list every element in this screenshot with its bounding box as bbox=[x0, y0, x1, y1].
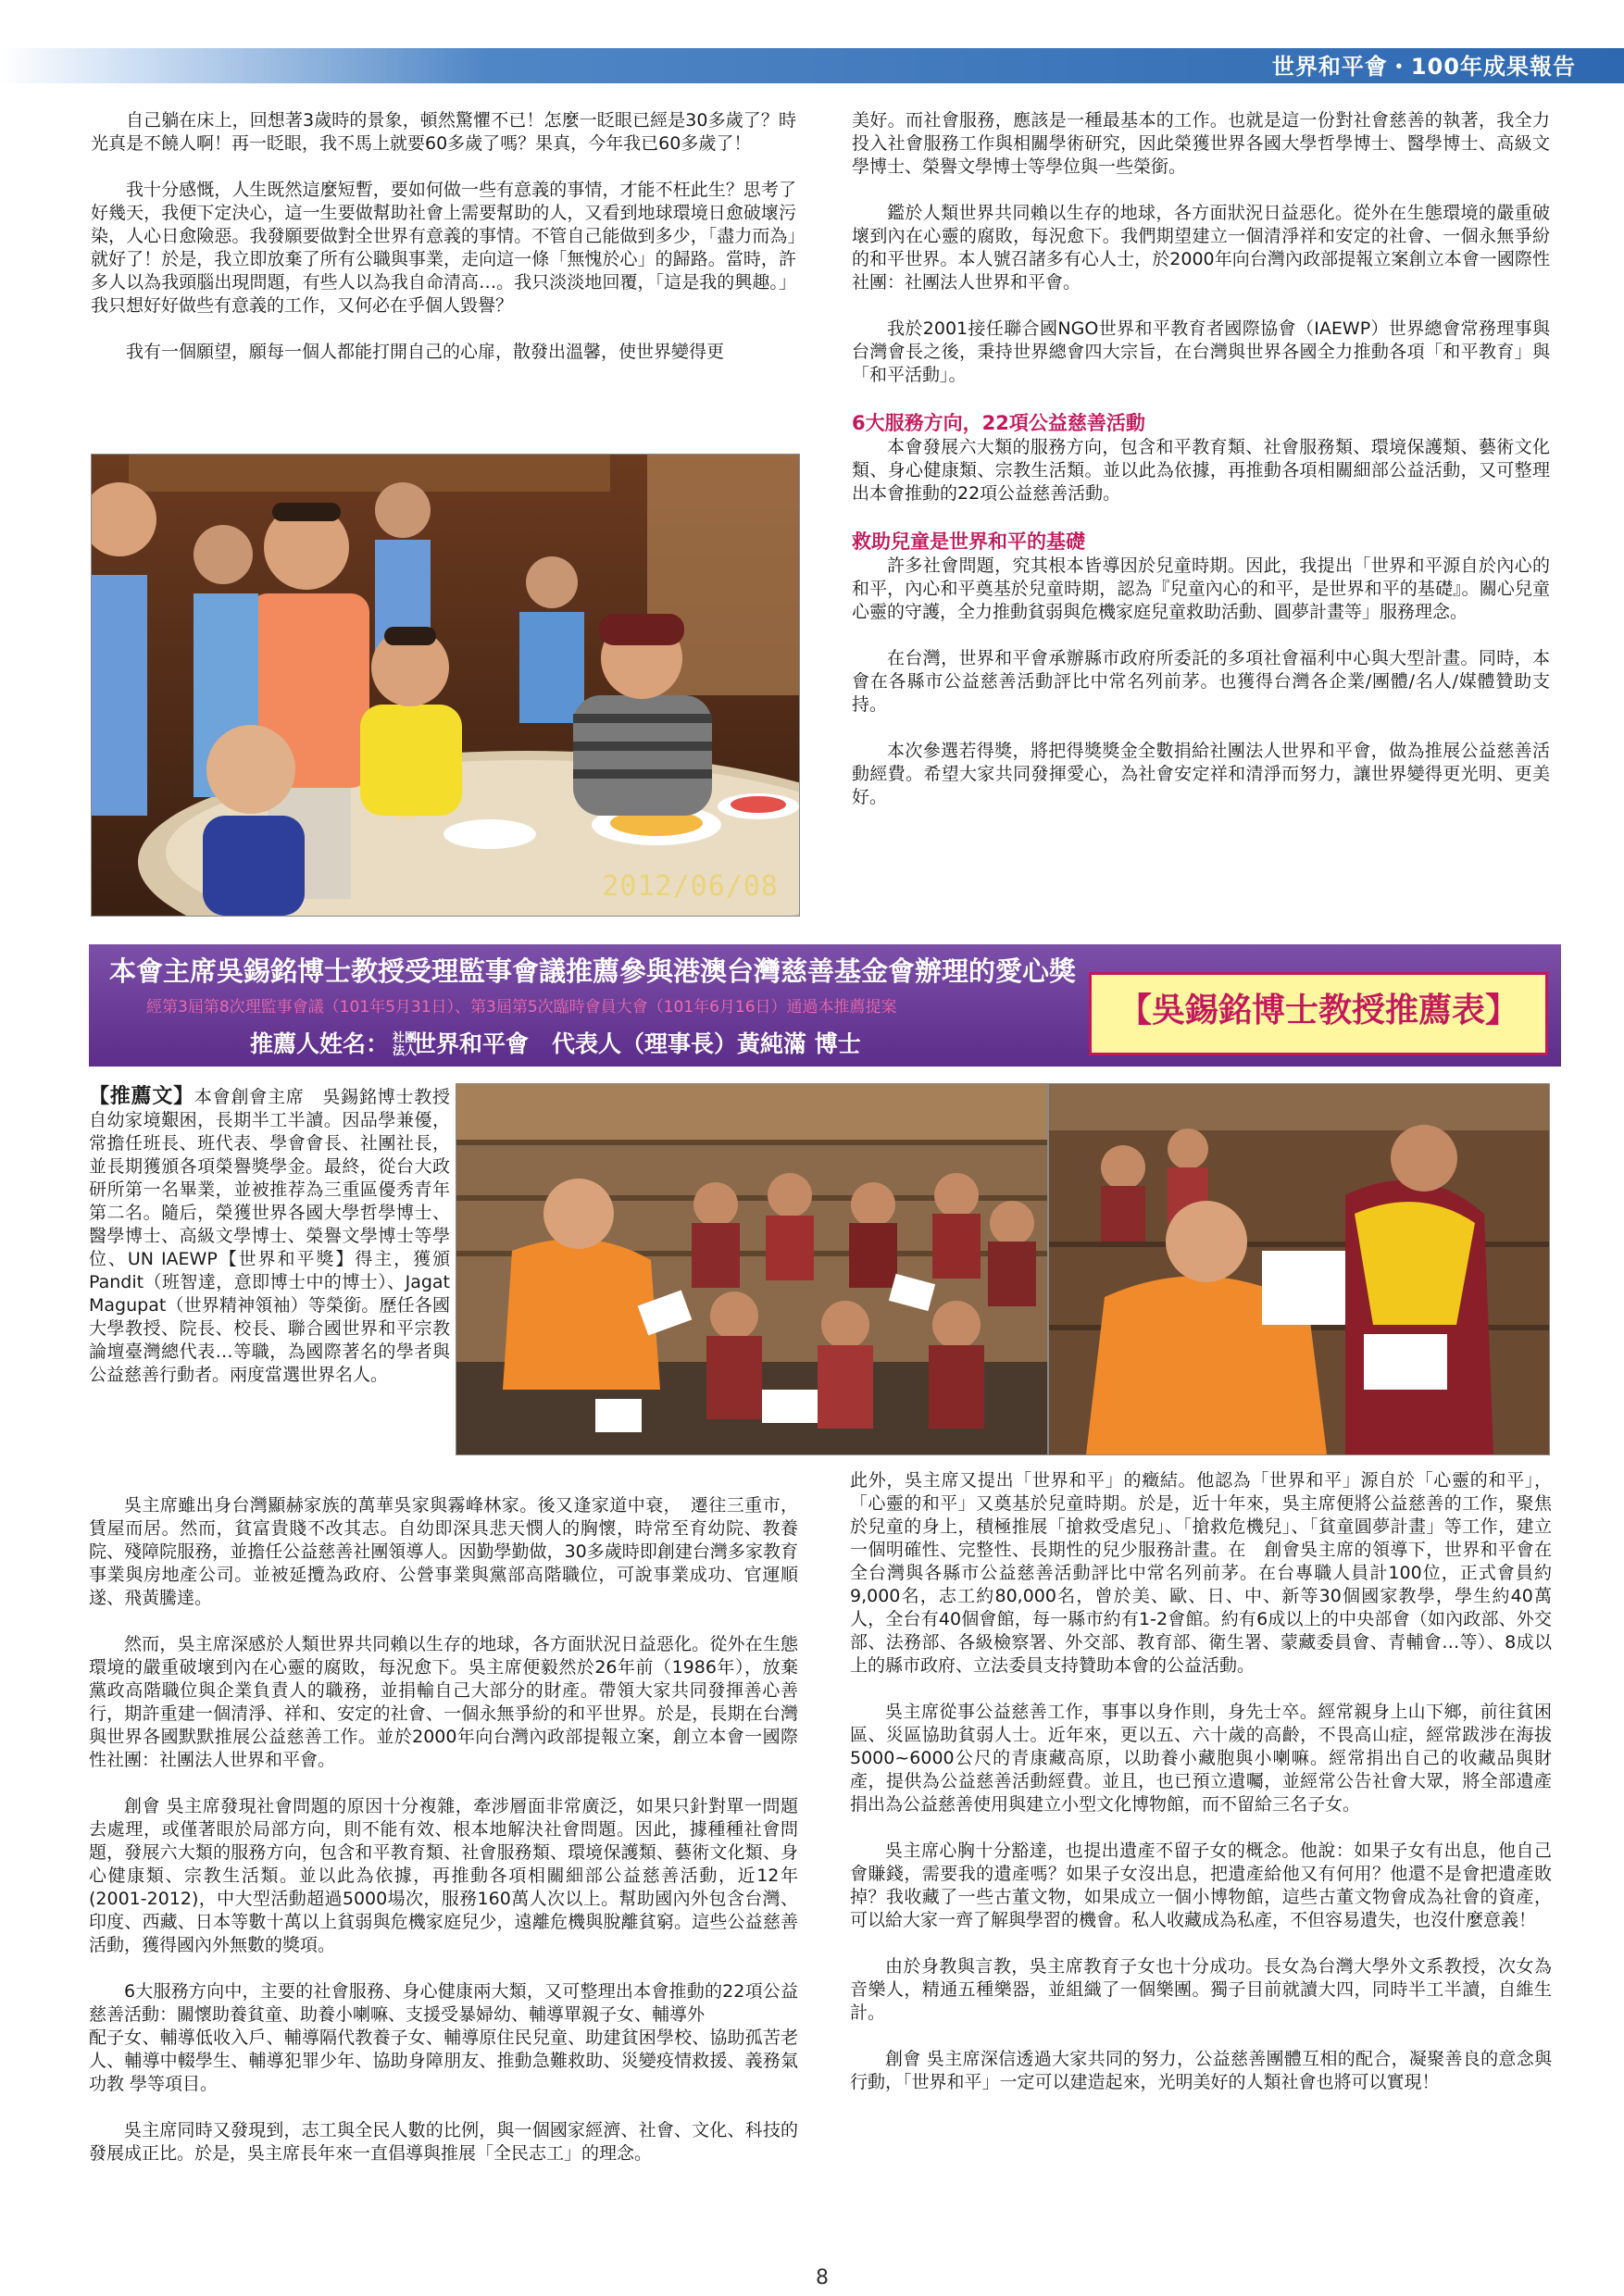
photo-banquet-illustration bbox=[92, 455, 799, 916]
paragraph: 6大服務方向中，主要的社會服務、身心健康兩大類，又可整理出本會推動的22項公益慈善活動：關懷助養貧童、助養小喇嘛、支援受暴婦幼、輔導單親子女、輔導外 bbox=[89, 1981, 798, 2025]
paragraph: 然而，吳主席深感於人類世界共同賴以生存的地球，各方面狀況日益惡化。從外在生態環境的嚴重破壞到內在心靈的腐敗，每況愈下。吳主席便毅然於26年前（1986年），放棄黨政高階職位與企業負責人的職務，並捐輸自己大部分的財產。帶領大家共同發揮善心善行，期許重建一個清淨、祥和、安定的社會、一個永無爭紛的和平世界。於是，長期在台灣與世界各國默默推展公益慈善工作。並於2000年向台灣內政部提報立案，創立本會一國際性社團：社團法人世界和平會。 bbox=[89, 1634, 798, 1770]
bottom-right-column bbox=[850, 1469, 1552, 2117]
paragraph: 在台灣，世界和平會承辦縣市政府所委託的多項社會福利中心與大型計畫。同時，本會在各縣市公益慈善活動評比中常名列前茅。也獲得台灣各企業/團體/名人/媒體贊助支持。 bbox=[852, 648, 1550, 715]
paragraph: 吳主席同時又發現到，志工與全民人數的比例，與一個國家經濟、社會、文化、科技的發展成正比。於是，吳主席長年來一直倡導與推展「全民志工」的理念。 bbox=[89, 2120, 798, 2164]
paragraph: 本次參選若得獎，將把得獎獎金全數捐給社團法人世界和平會，做為推展公益慈善活動經費。希望大家共同發揮愛心，為社會安定祥和清淨而努力，讓世界變得更光明、更美好。 bbox=[852, 741, 1550, 807]
paragraph: 此外，吳主席又提出「世界和平」的癥結。他認為「世界和平」源自於「心靈的和平」，「心靈的和平」又奠基於兒童時期。於是，近十年來，吳主席便將公益慈善的工作，聚焦於兒童的身上，積極推展「搶救受虐兒」、「搶救危機兒」、「貧童圓夢計畫」等工作，建立一個明確性、完整性、長期性的兒少服務計畫。在 創會吳主席的領導下，世界和平會在全台灣與各縣市公益慈善活動評比中常名列前茅。在台專職人員計100位，正式會員約9,000名，志工約80,000名，曾於美、歐、日、中、新等30個國家教學，學生約40萬人，全台有40個會館，每一縣市約有1-2會館。約有6成以上的中央部會（如內政部、外交部、法務部、各級檢察署、外交部、教育部、衛生署、蒙藏委員會、青輔會…等）、8成以上的縣市政府、立法委員支持贊助本會的公益活動。 bbox=[850, 1470, 1552, 1676]
paragraph: 許多社會問題，究其根本皆導因於兒童時期。因此，我提出「世界和平源自於內心的和平，內心和平奠基於兒童時期，認為『兒童內心的和平，是世界和平的基礎』。關心兒童心靈的守護，全力推動貧弱與危機家庭兒童救助活動、圓夢計畫等」服務理念。 bbox=[852, 555, 1550, 622]
recommendation-text: 本會創會主席 吳錫銘博士教授自幼家境艱困，長期半工半讀。因品學兼優，常擔任班長、班代表、學會會長、社團社長，並長期獲頒各項榮譽獎學金。最終，從台大政研所第一名畢業，並被推荐為三重區優秀青年第二名。隨后，榮獲世界各國大學哲學博士、醫學博士、高級文學博士、榮譽文學博士等學位、UN IAEWP【世界和平獎】得主，獲頒Pandit（班智達，意即博士中的博士）、Jagat Magupat（世界精神領袖）等榮銜。歷任各國大學教授、院長、校長、聯合國世界和平宗教論壇臺灣總代表…等職，為國際著名的學者與公益慈善行動者。兩度當選世界名人。 bbox=[89, 1087, 450, 1385]
photo-handing-paper bbox=[1048, 1083, 1550, 1455]
nomination-form-title: 【吳錫銘博士教授推薦表】 bbox=[1118, 992, 1518, 1029]
org-type-top: 社團 bbox=[393, 1031, 418, 1045]
paragraph: 我十分感慨，人生既然這麼短暫，要如何做一些有意義的事情，才能不枉此生？思考了好幾天，我便下定決心，這一生要做幫助社會上需要幫助的人，又看到地球環境日愈破壞污染，人心日愈險惡。我發願要做對全世界有意義的事情。不管自己能做到多少，「盡力而為」就好了！於是，我立即放棄了所有公職與事業，走向這一條「無愧於心」的歸路。當時，許多人以為我頭腦出現問題，有些人以為我自命清高…。我只淡淡地回覆，「這是我的興趣。」我只想好好做些有意義的工作，又何必在乎個人毀譽？ bbox=[91, 180, 796, 316]
org-type-bottom: 法人 bbox=[393, 1044, 418, 1058]
bottom-left-column bbox=[89, 1494, 798, 2189]
page-number: 8 bbox=[783, 2265, 861, 2292]
header-title: 世界和平會・100年成果報告 bbox=[1271, 54, 1576, 80]
banner-subline: 經第3屆第8次理監事會議（101年5月31日）、第3屆第5次臨時會員大會（101年6月16日）通過本推薦提案 bbox=[146, 998, 897, 1017]
paragraph: 吳主席從事公益慈善工作，事事以身作則，身先士卒。經常親身上山下鄉，前往貧困區、災區協助貧弱人士。近年來，更以五、六十歲的高齡，不畏高山症，經常跋涉在海拔5000~6000公尺的青康藏高原，以助養小藏胞與小喇嘛。經常捐出自己的收藏品與財產，提供為公益慈善活動經費。並且，也已預立遺囑，並經常公告社會大眾，將全部遺產捐出為公益慈善使用與建立小型文化博物館，而不留給三名子女。 bbox=[850, 1702, 1552, 1815]
photo-date-stamp: 2012/06/08 bbox=[602, 870, 779, 903]
nominator-org-type bbox=[393, 1031, 418, 1058]
paragraph: 我有一個願望，願每一個人都能打開自己的心扉，散發出溫馨，使世界變得更 bbox=[126, 342, 725, 362]
paragraph: 創會 吳主席發現社會問題的原因十分複雜，牽涉層面非常廣泛，如果只針對單一問題去處理，或僅著眼於局部方向，則不能有效、根本地解決社會問題。因此，據種種社會問題，發展六大類的服務方向，包含和平教育類、社會服務類、環境保護類、藝術文化類、身心健康類、宗教生活類。並以此為依據，再推動各項相關細部公益慈善活動，近12年(2001-2012)，中大型活動超過5000場次，服務160萬人次以上。幫助國內外包含台灣、印度、西藏、日本等數十萬以上貧弱與危機家庭兒少，遠離危機與脫離貧窮。這些公益慈善活動，獲得國內外無數的獎項。 bbox=[89, 1796, 798, 1955]
recommendation-intro bbox=[89, 1085, 450, 1387]
photo-banquet bbox=[91, 454, 800, 917]
paragraph: 由於身教與言教，吳主席教育子女也十分成功。長女為台灣大學外文系教授，次女為音樂人，精通五種樂器，並組織了一個樂團。獨子目前就讀大四，同時半工半讀，自維生計。 bbox=[850, 1956, 1552, 2023]
paragraph: 鑑於人類世界共同賴以生存的地球，各方面狀況日益惡化。從外在生態環境的嚴重破壞到內在心靈的腐敗，每況愈下。我們期望建立一個清淨祥和安定的社會、一個永無爭紛的和平世界。本人號召諸多有心人士，於2000年向台灣內政部提報立案創立本會一國際性社團：社團法人世界和平會。 bbox=[852, 203, 1550, 293]
top-left-column bbox=[91, 109, 796, 387]
paragraph bbox=[89, 1085, 450, 1387]
nominator-name: 世界和平會 代表人（理事長）黃純滿 博士 bbox=[413, 1030, 861, 1057]
photo-classroom bbox=[456, 1083, 1048, 1455]
paragraph: 美好。而社會服務，應該是一種最基本的工作。也就是這一份對社會慈善的執著，我全力投入社會服務工作與相關學術研究，因此榮獲世界各國大學哲學博士、醫學博士、高級文學博士、榮譽文學博士等學位與一些榮銜。 bbox=[852, 110, 1550, 177]
paragraph: 本會發展六大類的服務方向，包含和平教育類、社會服務類、環境保護類、藝術文化類、身心健康類、宗教生活類。並以此為依據，再推動各項相關細部公益活動，又可整理出本會推動的22項公益慈善活動。 bbox=[852, 437, 1550, 504]
paragraph: 自己躺在床上，回想著3歲時的景象，頓然驚懼不已！怎麼一眨眼已經是30多歲了？時光真是不饒人啊！再一眨眼，我不馬上就要60多歲了嗎？果真，今年我已60多歲了！ bbox=[91, 110, 796, 154]
recommendation-lead: 【推薦文】 bbox=[89, 1085, 194, 1108]
banner-nominator bbox=[250, 1026, 1046, 1063]
section-heading: 6大服務方向，22項公益慈善活動 bbox=[852, 412, 1145, 434]
section-heading: 救助兒童是世界和平的基礎 bbox=[852, 530, 1085, 553]
paragraph: 吳主席雖出身台灣顯赫家族的萬華吳家與霧峰林家。後又逢家道中衰， 遷往三重市，賃屋而居。然而，貧富貴賤不改其志。自幼即深具悲天憫人的胸懷，時常至育幼院、教養院、殘障院服務，並擔任公益慈善社團領導人。因勤學勤做，30多歲時即創建台灣多家教育事業與房地產公司。並被延攬為政府、公營事業與黨部高階職位，可說事業成功、官運順遂、飛黃騰達。 bbox=[89, 1495, 798, 1608]
nominator-label: 推薦人姓名： bbox=[250, 1030, 390, 1057]
photo-classroom-illustration bbox=[456, 1084, 1047, 1454]
top-right-column bbox=[852, 109, 1550, 832]
paragraph: 吳主席心胸十分豁達，也提出遺產不留子女的概念。他說：如果子女有出息，他自己會賺錢，需要我的遺產嗎？如果子女沒出息，把遺產給他又有何用？他還不是會把遺產敗掉？我收藏了一些古董文物，如果成立一個小博物館，這些古董文物會成為社會的資產，可以給大家一齊了解與學習的機會。私人收藏成為私產，不但容易遺失，也沒什麼意義！ bbox=[850, 1841, 1552, 1930]
paragraph: 我於2001接任聯合國NGO世界和平教育者國際協會（IAEWP）世界總會常務理事與台灣會長之後，秉持世界總會四大宗旨，在台灣與世界各國全力推動各項「和平教育」與「和平活動」。 bbox=[852, 318, 1550, 385]
banner-headline: 本會主席吳錫銘博士教授受理監事會議推薦參與港澳台灣慈善基金會辦理的愛心獎 bbox=[109, 955, 1077, 987]
paragraph: 配子女、輔導低收入戶、輔導隔代教養子女、輔導原住民兒童、助建貧困學校、協助孤苦老人、輔導中輟學生、輔導犯罪少年、協助身障朋友、推動急難救助、災變疫情救援、義務氣功教 學等項目。 bbox=[89, 2028, 798, 2094]
paragraph: 創會 吳主席深信透過大家共同的努力，公益慈善團體互相的配合，凝聚善良的意念與行動，「世界和平」一定可以建造起來，光明美好的人類社會也將可以實現！ bbox=[850, 2049, 1552, 2092]
photo-handing-paper-illustration bbox=[1049, 1084, 1549, 1454]
